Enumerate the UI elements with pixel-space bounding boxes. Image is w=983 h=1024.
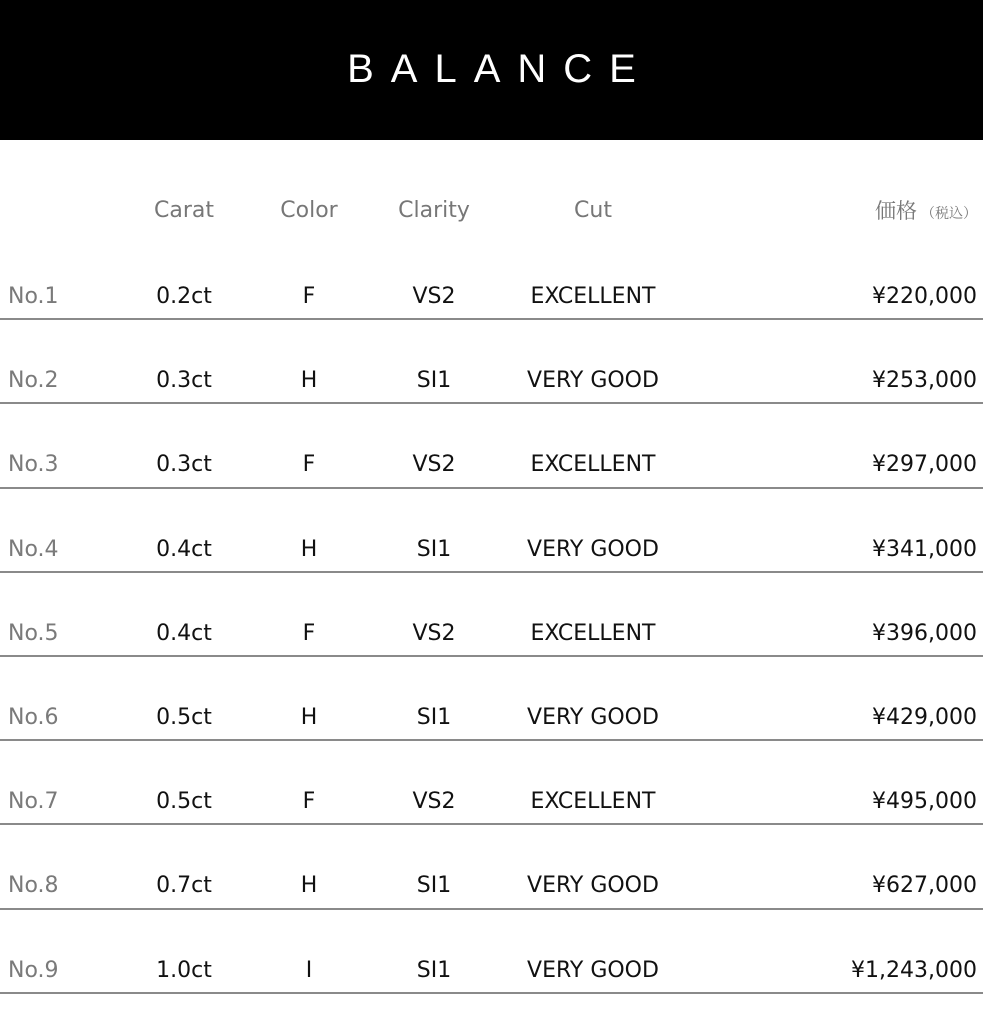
- row-divider: [0, 908, 983, 910]
- column-header-clarity: Clarity: [398, 198, 470, 223]
- page-title: BALANCE: [347, 46, 653, 91]
- table-row: [0, 844, 983, 928]
- row-carat: 0.5ct: [156, 789, 212, 815]
- row-color: F: [302, 620, 316, 646]
- column-headers: [0, 196, 983, 232]
- row-carat: 1.0ct: [156, 957, 212, 983]
- row-color: H: [300, 873, 318, 899]
- table-row: [0, 255, 983, 339]
- price-header-tax-note: （税込）: [921, 206, 977, 222]
- table-row: [0, 339, 983, 423]
- row-number: No.1: [8, 284, 59, 309]
- row-carat: 0.2ct: [156, 284, 212, 309]
- row-cut: VERY GOOD: [527, 368, 659, 394]
- row-carat: 0.3ct: [156, 452, 212, 478]
- row-clarity: SI1: [416, 957, 452, 983]
- row-clarity: VS2: [412, 789, 456, 815]
- diamond-table: [0, 255, 983, 1013]
- table-row: [0, 760, 983, 844]
- row-number: No.8: [8, 873, 59, 899]
- row-number: No.2: [8, 368, 59, 394]
- row-number: No.3: [8, 452, 59, 478]
- row-number: No.9: [8, 957, 59, 983]
- row-price: ¥220,000: [872, 284, 977, 309]
- row-cut: VERY GOOD: [527, 873, 659, 899]
- table-row: [0, 592, 983, 676]
- row-number: No.5: [8, 620, 59, 646]
- row-carat: 0.4ct: [156, 536, 212, 562]
- row-carat: 0.5ct: [156, 704, 212, 730]
- row-carat: 0.3ct: [156, 368, 212, 394]
- row-divider: [0, 739, 983, 741]
- row-clarity: VS2: [412, 620, 456, 646]
- row-cut: VERY GOOD: [527, 536, 659, 562]
- row-price: ¥627,000: [872, 873, 977, 899]
- table-row: [0, 423, 983, 507]
- row-divider: [0, 318, 983, 320]
- row-number: No.6: [8, 704, 59, 730]
- row-clarity: SI1: [416, 536, 452, 562]
- row-number: No.4: [8, 536, 59, 562]
- row-carat: 0.4ct: [156, 620, 212, 646]
- row-cut: VERY GOOD: [527, 704, 659, 730]
- row-price: ¥253,000: [872, 368, 977, 394]
- row-divider: [0, 823, 983, 825]
- row-cut: EXCELLENT: [530, 789, 656, 815]
- row-price: ¥1,243,000: [851, 957, 977, 983]
- row-divider: [0, 487, 983, 489]
- row-cut: EXCELLENT: [530, 452, 656, 478]
- row-price: ¥429,000: [872, 704, 977, 730]
- table-row: [0, 508, 983, 592]
- row-divider: [0, 992, 983, 994]
- column-header-cut: Cut: [574, 198, 612, 223]
- row-clarity: SI1: [416, 704, 452, 730]
- row-cut: EXCELLENT: [530, 284, 656, 309]
- row-color: I: [305, 957, 313, 983]
- row-carat: 0.7ct: [156, 873, 212, 899]
- row-divider: [0, 571, 983, 573]
- row-color: F: [302, 789, 316, 815]
- row-price: ¥396,000: [872, 620, 977, 646]
- row-color: H: [300, 704, 318, 730]
- row-price: ¥341,000: [872, 536, 977, 562]
- table-row: [0, 929, 983, 1013]
- row-clarity: SI1: [416, 873, 452, 899]
- row-color: F: [302, 452, 316, 478]
- price-header-label: 価格: [875, 199, 917, 223]
- row-price: ¥495,000: [872, 789, 977, 815]
- row-divider: [0, 655, 983, 657]
- row-color: F: [302, 284, 316, 309]
- row-color: H: [300, 536, 318, 562]
- row-color: H: [300, 368, 318, 394]
- column-header-color: Color: [280, 198, 338, 223]
- row-cut: EXCELLENT: [530, 620, 656, 646]
- row-number: No.7: [8, 789, 59, 815]
- row-divider: [0, 402, 983, 404]
- table-row: [0, 676, 983, 760]
- row-clarity: SI1: [416, 368, 452, 394]
- row-clarity: VS2: [412, 452, 456, 478]
- column-header-carat: Carat: [154, 198, 214, 223]
- row-clarity: VS2: [412, 284, 456, 309]
- row-cut: VERY GOOD: [527, 957, 659, 983]
- row-price: ¥297,000: [872, 452, 977, 478]
- column-header-price: [875, 196, 977, 229]
- header-banner: [0, 0, 983, 140]
